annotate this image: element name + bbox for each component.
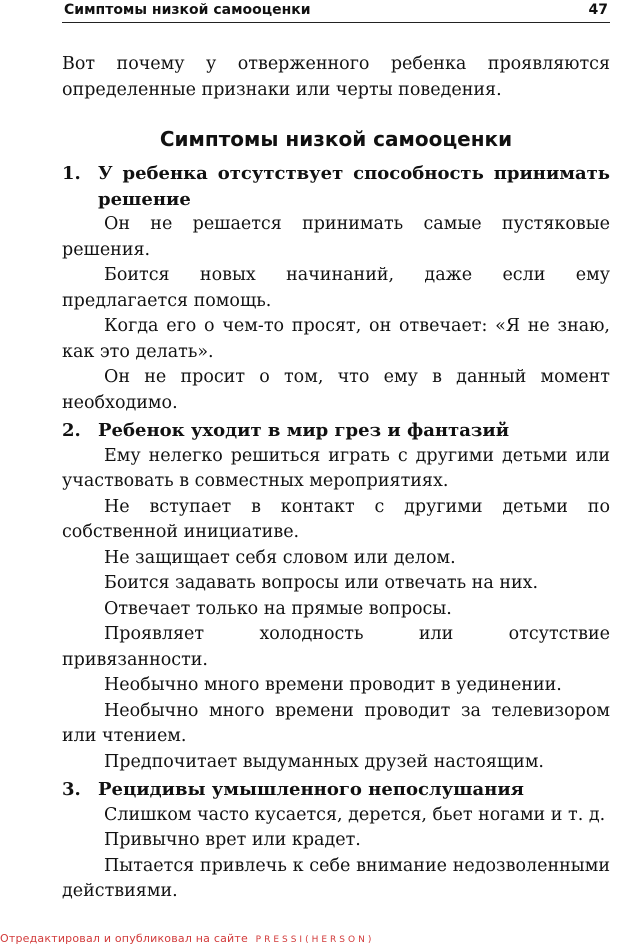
section-heading: Симптомы низкой самооценки	[159, 127, 513, 151]
paragraph: Когда его о чем-то просят, он отвечает: «Я не знаю, как это делать».	[62, 316, 610, 362]
subheading-title: У ребенка отсутствует способность принимать решение	[98, 163, 610, 210]
page-number: 47	[588, 2, 608, 18]
intro-paragraph: Вот почему у отверженного ребенка проявляются определенные признаки или черты поведения.	[62, 54, 610, 100]
running-title: Симптомы низкой самооценки	[64, 2, 311, 18]
subheading-number: 2.	[62, 420, 81, 441]
paragraph: Привычно врет или крадет.	[104, 830, 361, 850]
footer-brand: PRESSI(HERSON)	[255, 935, 375, 945]
paragraph: Слишком часто кусается, дерется, бьет ногами и т. д.	[104, 804, 606, 825]
paragraph: Не вступает в контакт с другими детьми по собственной инициативе.	[62, 496, 610, 542]
paragraph: Предпочитает выдуманных друзей настоящим.	[104, 751, 544, 772]
paragraph: Ему нелегко решиться играть с другими детьми или участвовать в совместных мероприятиях.	[62, 445, 610, 491]
symptom-section-3	[62, 777, 610, 905]
subheading	[62, 418, 610, 444]
paragraph: Не защищает себя словом или делом.	[104, 547, 456, 568]
paragraph: Необычно много времени проводит в уединении.	[104, 675, 562, 695]
running-header	[62, 0, 610, 23]
paragraph: Боится задавать вопросы или отвечать на них.	[104, 573, 539, 593]
subheading-title: Рецидивы умышленного непослушания	[98, 779, 524, 800]
paragraph: Отвечает только на прямые вопросы.	[104, 598, 452, 619]
paragraph: Проявляет холодность или отсутствие привязанности.	[62, 624, 610, 670]
paragraph: Боится новых начинаний, даже если ему предлагается помощь.	[62, 265, 610, 311]
subheading-number: 3.	[62, 779, 81, 800]
symptom-section-2	[62, 418, 610, 775]
paragraph: Пытается привлечь к себе внимание недозволенными действиями.	[62, 855, 610, 901]
paragraph: Он не решается принимать самые пустяковые решения.	[62, 214, 610, 260]
page-body	[62, 52, 610, 905]
subheading	[62, 777, 610, 803]
subheading	[62, 161, 610, 212]
footer-text: Отредактировал и опубликовал на сайте	[0, 932, 248, 945]
symptom-section-1	[62, 161, 610, 416]
subheading-number: 1.	[62, 163, 81, 184]
paragraph: Необычно много времени проводит за телевизором или чтением.	[62, 700, 610, 746]
footer-credit	[0, 932, 620, 945]
paragraph: Он не просит о том, что ему в данный момент необходимо.	[62, 367, 610, 413]
subheading-title: Ребенок уходит в мир грез и фантазий	[98, 420, 510, 441]
